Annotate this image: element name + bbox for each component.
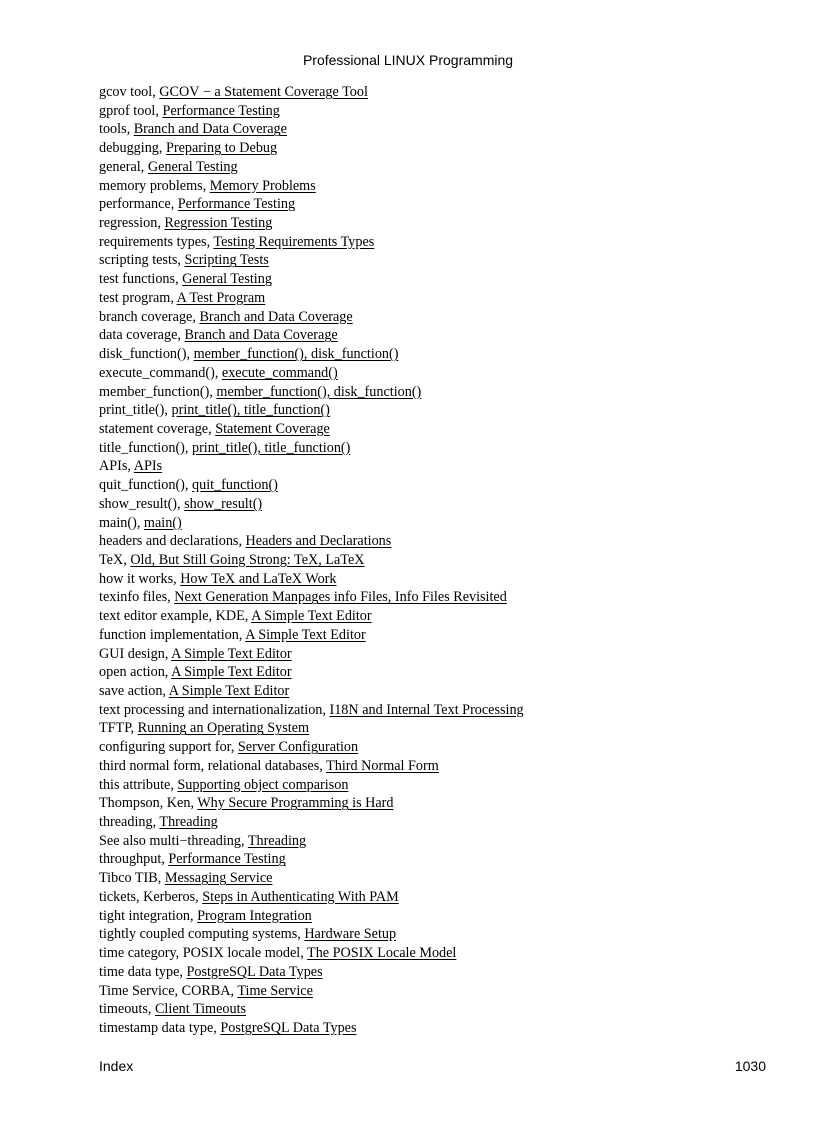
index-entry: tightly coupled computing systems, Hardware Setup (99, 926, 397, 943)
index-link[interactable]: Client Timeouts (154, 1001, 247, 1018)
index-term: test program (99, 289, 171, 306)
index-term: main() (99, 514, 137, 531)
index-term: test functions (99, 271, 176, 288)
index-entry: tools, Branch and Data Coverage (99, 121, 287, 138)
index-entry: performance, Performance Testing (99, 196, 296, 213)
index-entry: timeouts, Client Timeouts (99, 1001, 247, 1018)
index-link[interactable]: Messaging Service (164, 870, 273, 887)
index-link[interactable]: Hardware Setup (304, 926, 397, 943)
index-term: disk_function() (99, 346, 187, 363)
index-link[interactable]: How TeX and LaTeX Work (180, 570, 337, 587)
index-term: timeouts (99, 1001, 148, 1018)
index-link[interactable]: quit_function() (192, 477, 278, 494)
index-term: open action (99, 664, 165, 681)
index-term: quit_function() (99, 477, 185, 494)
index-term: texinfo files (99, 589, 168, 606)
index-entry: general, General Testing (99, 158, 238, 175)
index-link[interactable]: Threading (159, 814, 218, 831)
index-term: GUI design (99, 645, 165, 662)
index-term: tightly coupled computing systems (99, 926, 298, 943)
footer-page-number: 1030 (734, 1058, 766, 1074)
index-term: gprof tool (99, 102, 156, 119)
index-link[interactable]: A Simple Text Editor (171, 645, 292, 662)
page-header-title: Professional LINUX Programming (302, 52, 514, 68)
index-term: third normal form, relational databases (99, 757, 320, 774)
index-entry: GUI design, A Simple Text Editor (99, 645, 292, 662)
index-link[interactable]: Branch and Data Coverage (133, 121, 287, 138)
index-term: configuring support for (99, 739, 231, 756)
index-link[interactable]: I18N and Internal Text Processing (329, 701, 524, 718)
index-link[interactable]: main() (143, 514, 182, 531)
index-link[interactable]: Scripting Tests (184, 252, 269, 269)
index-term: execute_command() (99, 364, 215, 381)
index-link[interactable]: A Test Program (176, 289, 266, 306)
index-entry: data coverage, Branch and Data Coverage (99, 327, 338, 344)
index-entry: open action, A Simple Text Editor (99, 664, 292, 681)
index-entry: save action, A Simple Text Editor (99, 683, 290, 699)
index-entry: show_result(), show_result() (99, 495, 263, 512)
index-entry: threading, Threading (99, 814, 218, 831)
index-link[interactable]: Old, But Still Going Strong: TeX, LaTeX (130, 551, 365, 568)
index-link[interactable]: Performance Testing (177, 196, 296, 213)
index-term: requirements types (99, 233, 207, 250)
index-link[interactable]: Time Service (237, 982, 313, 999)
index-link[interactable]: print_title(), title_function() (191, 439, 351, 456)
index-link[interactable]: A Simple Text Editor (171, 664, 292, 681)
index-term: See also multi−threading (99, 832, 241, 849)
index-link[interactable]: Branch and Data Coverage (199, 308, 353, 325)
index-link[interactable]: PostgreSQL Data Types (220, 1019, 357, 1036)
index-link[interactable]: Supporting object comparison (177, 776, 349, 793)
index-link[interactable]: Program Integration (197, 907, 312, 924)
index-link[interactable]: Branch and Data Coverage (184, 327, 338, 344)
index-link[interactable]: Steps in Authenticating With PAM (202, 888, 399, 905)
index-entry: texinfo files, Next Generation Manpages info Files, Info Files Revisited (99, 589, 507, 606)
index-entry: timestamp data type, PostgreSQL Data Types (99, 1019, 357, 1036)
index-entry: TeX, Old, But Still Going Strong: TeX, LaTeX (99, 551, 365, 568)
index-term: debugging (99, 140, 159, 157)
index-entry: branch coverage, Branch and Data Coverage (99, 308, 353, 325)
index-link[interactable]: Performance Testing (162, 102, 280, 119)
index-entry: throughput, Performance Testing (99, 851, 286, 868)
index-entry: tickets, Kerberos, Steps in Authenticating With PAM (99, 888, 399, 905)
index-entry: member_function(), member_function(), disk_function() (99, 383, 422, 400)
index-entry: tight integration, Program Integration (99, 907, 312, 924)
index-term: timestamp data type (99, 1019, 214, 1036)
index-entry: regression, Regression Testing (99, 215, 273, 232)
index-term: performance (99, 196, 171, 213)
index-link[interactable]: Regression Testing (164, 215, 273, 232)
index-term: headers and declarations (99, 533, 239, 550)
index-entry: test program, A Test Program (99, 289, 266, 306)
index-term: tickets, Kerberos (99, 888, 196, 905)
index-link[interactable]: Memory Problems (209, 177, 316, 194)
index-link[interactable]: Running an Operating System (137, 720, 310, 737)
index-entry: disk_function(), member_function(), disk_function() (99, 346, 399, 363)
index-term: member_function() (99, 383, 210, 400)
index-entry: scripting tests, Scripting Tests (99, 252, 269, 269)
index-entry: text processing and internationalization, I18N and Internal Text Processing (99, 701, 524, 718)
index-entry: Time Service, CORBA, Time Service (99, 982, 313, 999)
index-link[interactable]: General Testing (182, 271, 272, 288)
index-entry: quit_function(), quit_function() (99, 477, 278, 494)
index-entry: third normal form, relational databases, Third Normal Form (99, 757, 439, 774)
index-term: function implementation (99, 626, 239, 643)
index-link[interactable]: member_function(), disk_function() (193, 346, 399, 363)
index-link[interactable]: print_title(), title_function() (171, 402, 330, 419)
index-entry: execute_command(), execute_command() (99, 364, 338, 381)
index-term: TFTP (99, 720, 131, 737)
index-link[interactable]: A Simple Text Editor (251, 608, 372, 625)
index-entry: gprof tool, Performance Testing (99, 102, 280, 119)
index-term: show_result() (99, 495, 178, 512)
index-term: branch coverage (99, 308, 193, 325)
index-entry: title_function(), print_title(), title_function() (99, 439, 351, 456)
index-link[interactable]: Server Configuration (237, 739, 359, 756)
index-term: scripting tests (99, 252, 178, 269)
index-term: memory problems (99, 177, 203, 194)
index-link[interactable]: Testing Requirements Types (213, 233, 375, 250)
index-term: threading (99, 814, 153, 831)
index-link[interactable]: GCOV − a Statement Coverage Tool (159, 84, 368, 100)
index-term: Tibco TIB (99, 870, 158, 887)
index-entry: configuring support for, Server Configuration (99, 739, 359, 756)
index-term: data coverage (99, 327, 178, 344)
index-entry-list (99, 83, 789, 1038)
index-term: statement coverage (99, 420, 209, 437)
index-term: tight integration (99, 907, 191, 924)
index-link[interactable]: show_result() (184, 495, 263, 512)
index-entry: test functions, General Testing (99, 271, 272, 288)
index-term: time data type (99, 963, 180, 980)
index-entry: requirements types, Testing Requirements Types (99, 233, 375, 250)
index-entry: Thompson, Ken, Why Secure Programming is Hard (99, 795, 394, 812)
index-link[interactable]: Next Generation Manpages info Files, Info Files Revisited (174, 589, 507, 606)
index-entry: APIs, APIs (99, 458, 163, 475)
index-link[interactable]: PostgreSQL Data Types (186, 963, 323, 980)
index-term: title_function() (99, 439, 185, 456)
index-term: APIs (99, 458, 128, 475)
index-term: how it works (99, 570, 174, 587)
index-link[interactable]: execute_command() (221, 364, 338, 381)
index-entry: how it works, How TeX and LaTeX Work (99, 570, 337, 587)
index-link[interactable]: A Simple Text Editor (245, 626, 366, 643)
index-term: TeX (99, 551, 124, 568)
index-term: Time Service, CORBA (99, 982, 231, 999)
index-entry: print_title(), print_title(), title_function() (99, 402, 330, 419)
footer-section-label: Index (99, 1058, 134, 1074)
index-entry: gcov tool, GCOV − a Statement Coverage Tool (99, 84, 368, 100)
index-link[interactable]: Threading (247, 832, 307, 849)
index-link[interactable]: The POSIX Locale Model (307, 945, 457, 962)
index-entry: statement coverage, Statement Coverage (99, 420, 330, 437)
index-term: time category, POSIX locale model (99, 945, 301, 962)
index-link[interactable]: Performance Testing (168, 851, 286, 868)
index-entry: headers and declarations, Headers and Declarations (99, 533, 392, 550)
index-link[interactable]: Headers and Declarations (245, 533, 392, 550)
index-term: text processing and internationalization (99, 701, 323, 718)
index-entry: TFTP, Running an Operating System (99, 720, 310, 737)
index-entry: time data type, PostgreSQL Data Types (99, 963, 323, 980)
index-link[interactable]: Third Normal Form (326, 757, 439, 774)
index-entry: this attribute, Supporting object comparison (99, 776, 349, 793)
index-entry: See also multi−threading, Threading (99, 832, 307, 849)
index-entry: Tibco TIB, Messaging Service (99, 870, 273, 887)
index-term: this attribute (99, 776, 171, 793)
index-term: general (99, 158, 141, 175)
index-term: text editor example, KDE (99, 608, 245, 625)
index-entry: main(), main() (99, 514, 182, 531)
index-link[interactable]: Preparing to Debug (166, 140, 278, 157)
index-term: print_title() (99, 402, 165, 419)
index-term: gcov tool (99, 84, 153, 100)
index-term: tools (99, 121, 127, 138)
index-entry: function implementation, A Simple Text Editor (99, 626, 366, 643)
index-entry: time category, POSIX locale model, The POSIX Locale Model (99, 945, 457, 962)
index-entry: text editor example, KDE, A Simple Text Editor (99, 608, 372, 625)
index-link[interactable]: member_function(), disk_function() (216, 383, 422, 400)
index-term: regression (99, 215, 158, 232)
index-entry: debugging, Preparing to Debug (99, 140, 278, 157)
index-term: save action (99, 683, 163, 699)
index-link[interactable]: Why Secure Programming is Hard (197, 795, 394, 812)
index-link[interactable]: General Testing (147, 158, 238, 175)
index-link[interactable]: A Simple Text Editor (168, 683, 290, 699)
index-link[interactable]: APIs (133, 458, 163, 475)
index-term: throughput (99, 851, 162, 868)
index-link[interactable]: Statement Coverage (215, 420, 330, 437)
index-entry: memory problems, Memory Problems (99, 177, 316, 194)
index-term: Thompson, Ken (99, 795, 191, 812)
